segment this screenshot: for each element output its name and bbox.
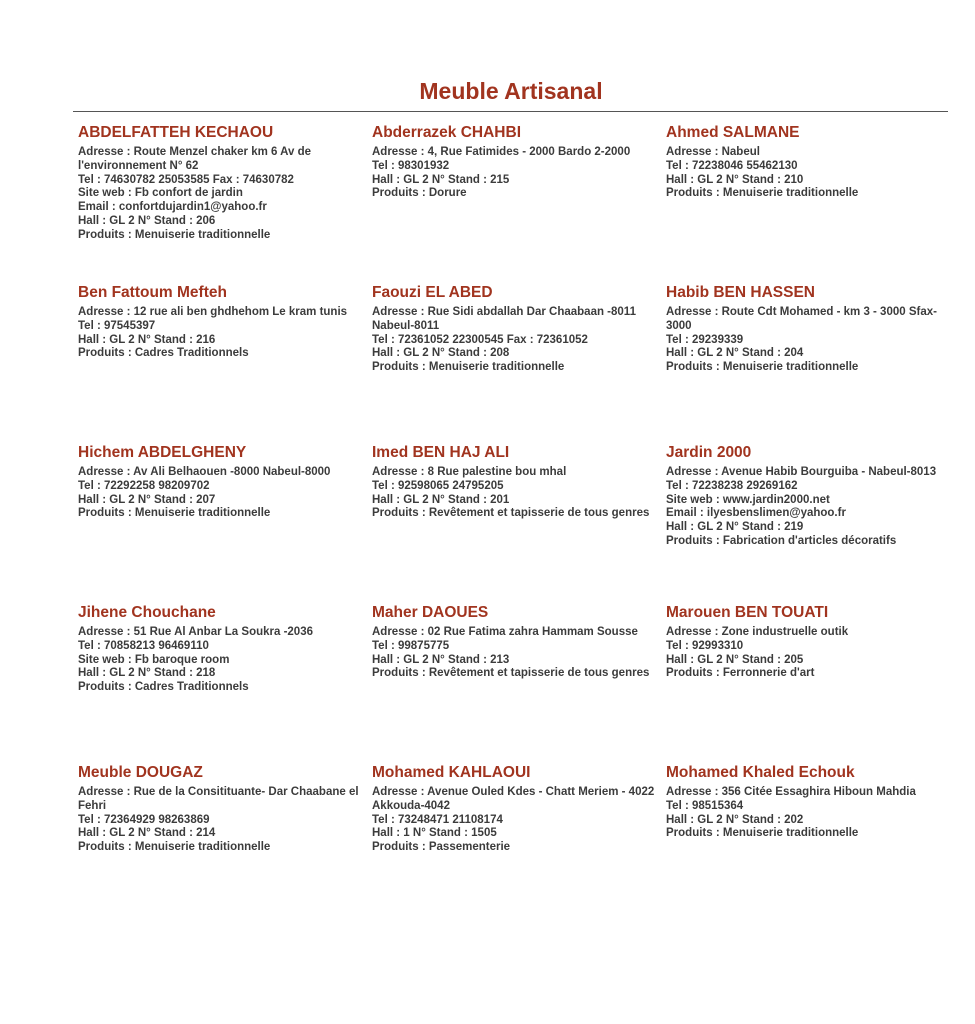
exhibitor-detail-line: Produits : Menuiserie traditionnelle — [78, 228, 271, 241]
exhibitor-detail-line: Produits : Fabrication d'articles décoratifs — [666, 534, 897, 547]
exhibitor-detail-line: Produits : Dorure — [372, 187, 467, 200]
title-divider — [73, 111, 948, 112]
exhibitor-row — [78, 123, 968, 283]
exhibitor-detail-line: Hall : GL 2 N° Stand : 201 — [372, 493, 510, 506]
exhibitor-detail-line: Produits : Revêtement et tapisserie de tous genres — [372, 507, 650, 520]
exhibitor-detail-line: Produits : Ferronnerie d'art — [666, 667, 815, 680]
exhibitor-detail-line: Adresse : Rue Sidi abdallah Dar Chaabaan -8011 Nabeul-8011 — [372, 306, 636, 332]
exhibitor-card — [372, 283, 666, 443]
exhibitor-detail-line: Adresse : Route Menzel chaker km 6 Av de l'environnement N° 62 — [78, 146, 312, 172]
exhibitor-row — [78, 763, 968, 923]
exhibitor-name: Meuble DOUGAZ — [78, 764, 203, 781]
exhibitor-detail-line: Hall : GL 2 N° Stand : 219 — [666, 521, 804, 534]
exhibitor-detail-line: Tel : 97545397 — [78, 319, 156, 332]
exhibitor-detail-line: Produits : Menuiserie traditionnelle — [666, 361, 859, 374]
exhibitor-detail-line: Tel : 72292258 98209702 — [78, 479, 210, 492]
exhibitor-detail-line: Email : confortdujardin1@yahoo.fr — [78, 201, 267, 214]
exhibitor-name: Mohamed Khaled Echouk — [666, 764, 855, 781]
exhibitor-card — [78, 603, 372, 763]
exhibitor-name: Habib BEN HASSEN — [666, 284, 815, 301]
exhibitor-detail-line: Tel : 72361052 22300545 Fax : 72361052 — [372, 333, 588, 346]
exhibitor-detail-line: Adresse : Route Cdt Mohamed - km 3 - 3000 Sfax-3000 — [666, 306, 937, 332]
exhibitor-detail-line: Tel : 98515364 — [666, 799, 744, 812]
exhibitor-detail-line: Tel : 73248471 21108174 — [372, 813, 503, 826]
exhibitor-row — [78, 443, 968, 603]
exhibitor-card — [78, 763, 372, 923]
exhibitor-name: ABDELFATTEH KECHAOU — [78, 124, 274, 141]
exhibitor-detail-line: Produits : Menuiserie traditionnelle — [372, 361, 565, 374]
exhibitor-name: Faouzi EL ABED — [372, 284, 493, 301]
exhibitor-card — [666, 603, 960, 763]
exhibitor-detail-line: Produits : Cadres Traditionnels — [78, 347, 249, 360]
exhibitor-detail-line: Tel : 70858213 96469110 — [78, 639, 209, 652]
exhibitor-row — [78, 603, 968, 763]
exhibitor-detail-line: Hall : GL 2 N° Stand : 202 — [666, 813, 804, 826]
exhibitor-detail-line: Produits : Menuiserie traditionnelle — [666, 187, 859, 200]
exhibitor-detail-line: Adresse : Avenue Ouled Kdes - Chatt Meriem - 4022 Akkouda-4042 — [372, 786, 655, 812]
exhibitor-grid — [78, 123, 968, 923]
exhibitor-name: Ahmed SALMANE — [666, 124, 800, 141]
exhibitor-card — [372, 763, 666, 923]
exhibitor-name: Imed BEN HAJ ALI — [372, 444, 510, 461]
exhibitor-detail-line: Hall : GL 2 N° Stand : 207 — [78, 493, 216, 506]
exhibitor-detail-line: Hall : GL 2 N° Stand : 204 — [666, 347, 804, 360]
exhibitor-detail-line: Adresse : 356 Citée Essaghira Hiboun Mahdia — [666, 786, 916, 798]
exhibitor-name: Maher DAOUES — [372, 604, 489, 621]
exhibitor-card — [372, 123, 666, 283]
exhibitor-detail-line: Adresse : 12 rue ali ben ghdhehom Le kram tunis — [78, 306, 348, 318]
exhibitor-name: Jihene Chouchane — [78, 604, 216, 621]
exhibitor-detail-line: Produits : Passementerie — [372, 841, 511, 854]
exhibitor-detail-line: Tel : 29239339 — [666, 333, 744, 346]
exhibitor-detail-line: Hall : GL 2 N° Stand : 206 — [78, 214, 216, 227]
exhibitor-card — [372, 443, 666, 603]
exhibitor-detail-line: Hall : 1 N° Stand : 1505 — [372, 827, 497, 840]
exhibitor-name: Hichem ABDELGHENY — [78, 444, 247, 461]
exhibitor-row — [78, 283, 968, 443]
exhibitor-detail-line: Adresse : 4, Rue Fatimides - 2000 Bardo 2-2000 — [372, 146, 631, 158]
exhibitor-detail-line: Adresse : Avenue Habib Bourguiba - Nabeul-8013 — [666, 466, 937, 478]
exhibitor-name: Jardin 2000 — [666, 444, 752, 461]
exhibitor-card — [666, 763, 960, 923]
exhibitor-detail-line: Adresse : Av Ali Belhaouen -8000 Nabeul-8000 — [78, 466, 331, 478]
exhibitor-detail-line: Hall : GL 2 N° Stand : 218 — [78, 667, 216, 680]
exhibitor-detail-line: Site web : Fb baroque room — [78, 653, 230, 666]
exhibitor-detail-line: Email : ilyesbenslimen@yahoo.fr — [666, 507, 846, 520]
exhibitor-card — [78, 123, 372, 283]
exhibitor-card — [78, 283, 372, 443]
exhibitor-detail-line: Hall : GL 2 N° Stand : 205 — [666, 653, 804, 666]
exhibitor-detail-line: Adresse : Nabeul — [666, 146, 760, 158]
exhibitor-detail-line: Produits : Menuiserie traditionnelle — [78, 507, 271, 520]
exhibitor-detail-line: Adresse : 02 Rue Fatima zahra Hammam Sousse — [372, 626, 638, 638]
exhibitor-card — [666, 283, 960, 443]
exhibitor-detail-line: Site web : Fb confort de jardin — [78, 187, 243, 200]
exhibitor-name: Ben Fattoum Mefteh — [78, 284, 227, 301]
exhibitor-detail-line: Tel : 74630782 25053585 Fax : 74630782 — [78, 173, 294, 186]
exhibitor-name: Abderrazek CHAHBI — [372, 124, 522, 141]
exhibitor-detail-line: Produits : Menuiserie traditionnelle — [78, 841, 271, 854]
exhibitor-detail-line: Tel : 98301932 — [372, 159, 450, 172]
exhibitor-detail-line: Tel : 92993310 — [666, 639, 744, 652]
exhibitor-detail-line: Hall : GL 2 N° Stand : 213 — [372, 653, 510, 666]
exhibitor-detail-line: Tel : 72238238 29269162 — [666, 479, 798, 492]
exhibitor-detail-line: Adresse : 8 Rue palestine bou mhal — [372, 466, 567, 478]
exhibitor-detail-line: Hall : GL 2 N° Stand : 215 — [372, 173, 510, 186]
exhibitor-detail-line: Produits : Menuiserie traditionnelle — [666, 827, 859, 840]
exhibitor-detail-line: Produits : Cadres Traditionnels — [78, 681, 249, 694]
exhibitor-detail-line: Hall : GL 2 N° Stand : 208 — [372, 347, 510, 360]
exhibitor-detail-line: Produits : Revêtement et tapisserie de tous genres — [372, 667, 650, 680]
exhibitor-detail-line: Hall : GL 2 N° Stand : 216 — [78, 333, 216, 346]
exhibitor-detail-line: Hall : GL 2 N° Stand : 210 — [666, 173, 804, 186]
exhibitor-detail-line: Adresse : 51 Rue Al Anbar La Soukra -2036 — [78, 626, 313, 638]
exhibitor-detail-line: Hall : GL 2 N° Stand : 214 — [78, 827, 216, 840]
exhibitor-card — [372, 603, 666, 763]
exhibitor-card — [666, 123, 960, 283]
page-title: Meuble Artisanal — [419, 78, 603, 104]
exhibitor-name: Marouen BEN TOUATI — [666, 604, 829, 621]
exhibitor-detail-line: Tel : 72364929 98263869 — [78, 813, 210, 826]
exhibitor-detail-line: Site web : www.jardin2000.net — [666, 493, 830, 506]
exhibitor-card — [666, 443, 960, 603]
exhibitor-detail-line: Tel : 92598065 24795205 — [372, 479, 504, 492]
exhibitor-detail-line: Tel : 99875775 — [372, 639, 450, 652]
exhibitor-detail-line: Adresse : Zone industruelle outik — [666, 626, 849, 638]
exhibitor-name: Mohamed KAHLAOUI — [372, 764, 531, 781]
exhibitor-detail-line: Adresse : Rue de la Consitituante- Dar Chaabane el Fehri — [78, 786, 359, 812]
exhibitor-card — [78, 443, 372, 603]
exhibitor-detail-line: Tel : 72238046 55462130 — [666, 159, 798, 172]
